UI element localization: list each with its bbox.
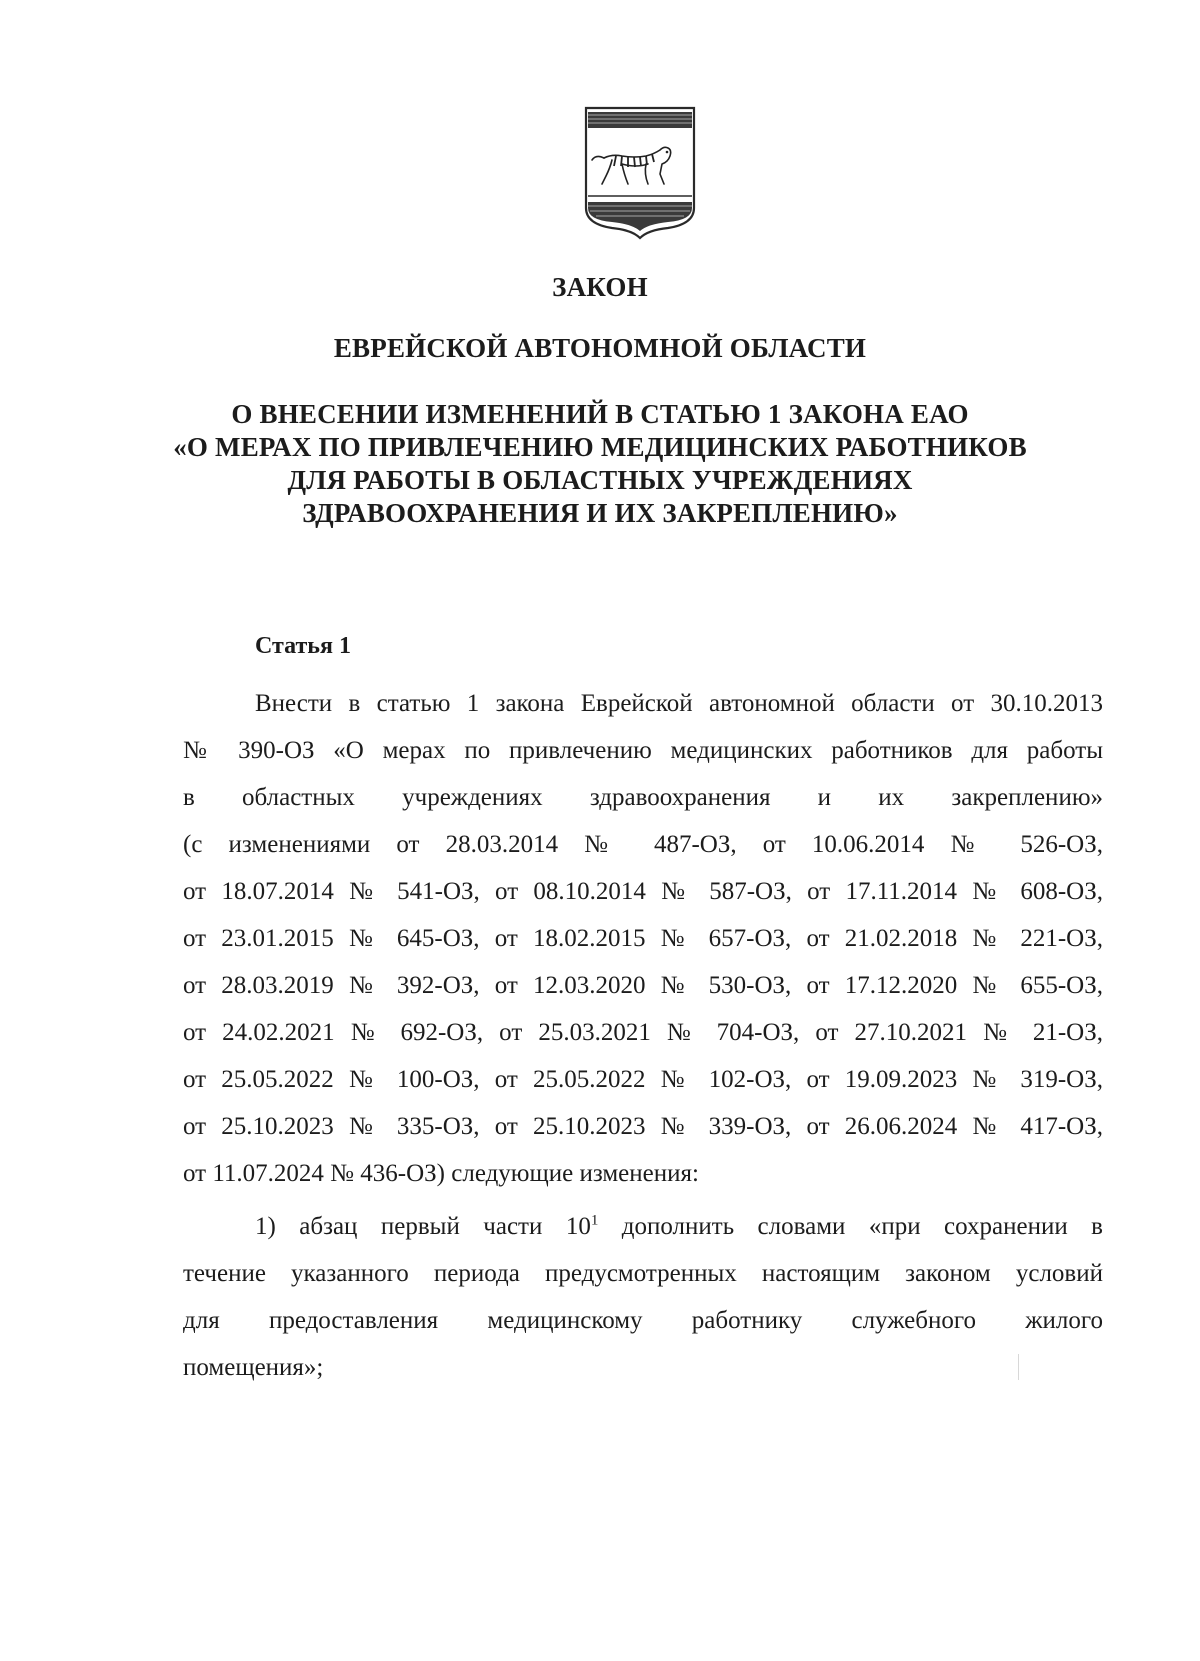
law-title-line: ДЛЯ РАБОТЫ В ОБЛАСТНЫХ УЧРЕЖДЕНИЯХ [287,465,913,495]
law-title [0,398,1200,530]
superscript: 1 [590,1212,599,1229]
amendment-item-1 [183,1203,1103,1391]
paragraph-line: от 25.05.2022 № 100-ОЗ, от 25.05.2022 № 102-ОЗ, от 19.09.2023 № 319-ОЗ, [183,1066,1103,1093]
paragraph-line: от 18.07.2014 № 541-ОЗ, от 08.10.2014 № 587-ОЗ, от 17.11.2014 № 608-ОЗ, [183,878,1103,905]
paragraph-line: от 11.07.2024 № 436-ОЗ) следующие изменения: [183,1160,699,1187]
law-title-line: ЗДРАВООХРАНЕНИЯ И ИХ ЗАКРЕПЛЕНИЮ» [302,498,898,528]
article-intro-paragraph [183,680,1103,1197]
paragraph-line: для предоставления медицинскому работнику служебного жилого [183,1307,1103,1334]
item-text: 1) абзац первый части 10 [255,1213,591,1240]
paragraph-line: (с изменениями от 28.03.2014 № 487-ОЗ, от 10.06.2014 № 526-ОЗ, [183,831,1103,858]
paragraph-line: от 24.02.2021 № 692-ОЗ, от 25.03.2021 № 704-ОЗ, от 27.10.2021 № 21-ОЗ, [183,1019,1103,1046]
scan-artifact [1018,1354,1019,1380]
law-title-line: «О МЕРАХ ПО ПРИВЛЕЧЕНИЮ МЕДИЦИНСКИХ РАБОТНИКОВ [173,432,1027,462]
paragraph-line: № 390-ОЗ «О мерах по привлечению медицинских работников для работы [183,737,1103,764]
paragraph-line: от 23.01.2015 № 645-ОЗ, от 18.02.2015 № 657-ОЗ, от 21.02.2018 № 221-ОЗ, [183,925,1103,952]
coat-of-arms-tiger-icon [582,104,698,240]
paragraph-line: течение указанного периода предусмотренных настоящим законом условий [183,1260,1103,1287]
paragraph-line: Внести в статью 1 закона Еврейской автономной области от 30.10.2013 [255,690,1103,717]
law-heading: ЗАКОН [552,272,648,302]
paragraph-line: от 25.10.2023 № 335-ОЗ, от 25.10.2023 № 339-ОЗ, от 26.06.2024 № 417-ОЗ, [183,1113,1103,1140]
item-text: дополнить словами «при сохранении в [598,1213,1103,1240]
paragraph-line: помещения»; [183,1354,324,1381]
region-heading: ЕВРЕЙСКОЙ АВТОНОМНОЙ ОБЛАСТИ [333,333,867,363]
article-heading: Статья 1 [255,633,351,659]
law-title-line: О ВНЕСЕНИИ ИЗМЕНЕНИЙ В СТАТЬЮ 1 ЗАКОНА ЕАО [231,399,969,429]
paragraph-line: от 28.03.2019 № 392-ОЗ, от 12.03.2020 № 530-ОЗ, от 17.12.2020 № 655-ОЗ, [183,972,1103,999]
paragraph-line [183,1203,1103,1250]
paragraph-line: в областных учреждениях здравоохранения и их закреплению» [183,784,1103,811]
